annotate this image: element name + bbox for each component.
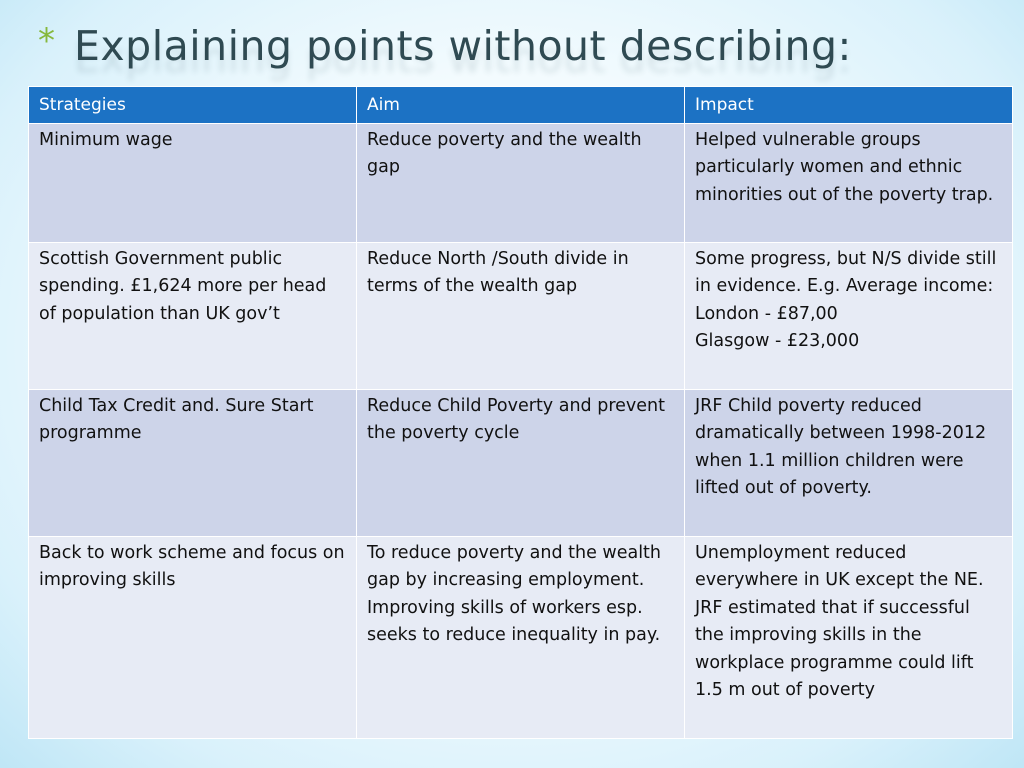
cell-impact: JRF Child poverty reduced dramatically between 1998-2012 when 1.1 million children were lifted out of poverty. (685, 390, 1013, 537)
page-title: Explaining points without describing: (74, 22, 852, 70)
cell-aim: To reduce poverty and the wealth gap by increasing employment. Improving skills of workers esp. seeks to reduce inequality in pay. (357, 537, 685, 739)
cell-strategy: Child Tax Credit and. Sure Start programme (29, 390, 357, 537)
title-bullet-icon: * (38, 21, 55, 61)
cell-strategy: Minimum wage (29, 124, 357, 243)
header-strategies: Strategies (29, 87, 357, 124)
cell-strategy: Scottish Government public spending. £1,624 more per head of population than UK gov’t (29, 243, 357, 390)
cell-aim: Reduce North /South divide in terms of the wealth gap (357, 243, 685, 390)
cell-aim: Reduce Child Poverty and prevent the poverty cycle (357, 390, 685, 537)
slide-title (38, 22, 1018, 84)
table-row (29, 537, 1013, 739)
cell-impact: Unemployment reduced everywhere in UK except the NE. JRF estimated that if successful the improving skills in the workplace programme could lift 1.5 m out of poverty (685, 537, 1013, 739)
cell-aim: Reduce poverty and the wealth gap (357, 124, 685, 243)
strategies-table (28, 86, 1013, 739)
cell-strategy: Back to work scheme and focus on improving skills (29, 537, 357, 739)
table-header-row (29, 87, 1013, 124)
table-row (29, 390, 1013, 537)
cell-impact: Some progress, but N/S divide still in evidence. E.g. Average income: London - £87,00 Glasgow - £23,000 (685, 243, 1013, 390)
header-aim: Aim (357, 87, 685, 124)
header-impact: Impact (685, 87, 1013, 124)
table-row (29, 243, 1013, 390)
cell-impact: Helped vulnerable groups particularly women and ethnic minorities out of the poverty trap. (685, 124, 1013, 243)
table-row (29, 124, 1013, 243)
